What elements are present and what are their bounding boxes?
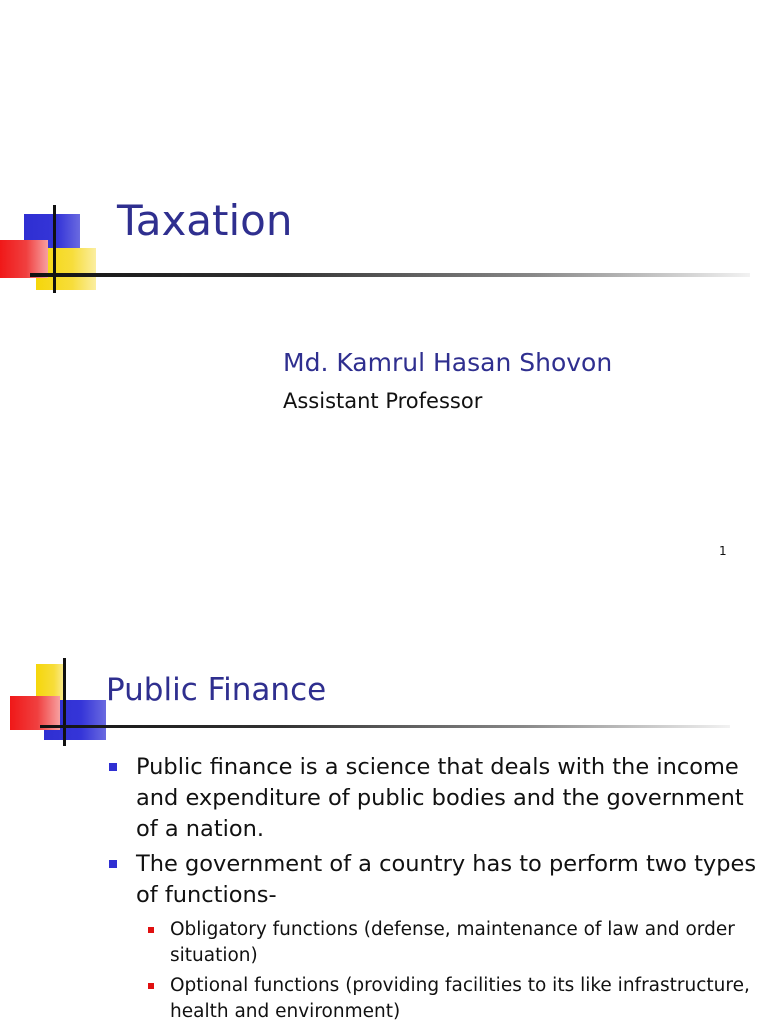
- red-square-bullet-icon: [148, 927, 154, 933]
- title-underline: [30, 273, 750, 277]
- sub-bullet-list: [136, 917, 758, 1024]
- vertical-line: [53, 205, 56, 293]
- bullet-text: The government of a country has to perform two types of functions-: [136, 851, 757, 908]
- red-square-bullet-icon: [148, 983, 154, 989]
- bullet-item: [108, 752, 758, 845]
- sub-bullet-item: [136, 917, 758, 969]
- author-role: Assistant Professor: [283, 389, 483, 413]
- slide-title: Public Finance: [106, 672, 327, 708]
- vertical-line: [63, 658, 66, 746]
- slide-2: [0, 576, 768, 1024]
- sub-bullet-item: [136, 973, 758, 1024]
- bullet-list: [108, 752, 758, 1024]
- blue-square-bullet-icon: [109, 860, 117, 868]
- decorative-squares-logo: [0, 200, 110, 295]
- blue-square-bullet-icon: [109, 763, 117, 771]
- decorative-squares-logo: [0, 658, 110, 753]
- bullet-item: [108, 849, 758, 1024]
- bullet-text: Public finance is a science that deals with the income and expenditure of public bodies and the government of a nation.: [136, 754, 744, 842]
- title-underline: [40, 725, 730, 728]
- author-name: Md. Kamrul Hasan Shovon: [283, 348, 613, 377]
- sub-bullet-text: Optional functions (providing facilities to its like infrastructure, health and environment): [170, 975, 750, 1022]
- sub-bullet-text: Obligatory functions (defense, maintenance of law and order situation): [170, 919, 735, 966]
- page-number: 1: [719, 544, 727, 558]
- slide-title: Taxation: [117, 196, 293, 245]
